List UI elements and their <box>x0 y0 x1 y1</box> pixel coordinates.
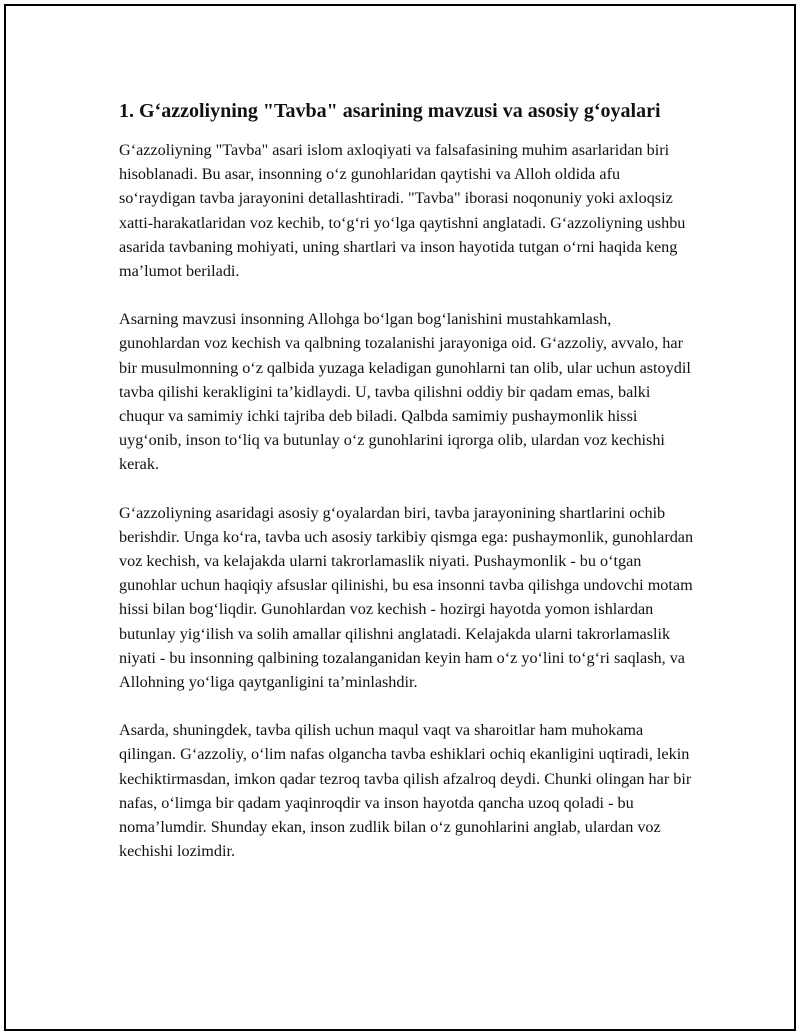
paragraph-3: G‘azzoliyning asaridagi asosiy g‘oyalardan biri, tavba jarayonining shartlarini ochib berishdir. Unga ko‘ra, tavba uch asosiy tarkibiy qismga ega: pushaymonlik, gunohlardan voz kechish, va kelajakda ularni takrorlamaslik niyati. Pushaymonlik - bu o‘tgan gunohlar uchun haqiqiy afsuslar qilinishi, bu esa insonni tavba qilishga undovchi motam hissi bilan bog‘liqdir. Gunohlardan voz kechish - hozirgi hayotda yomon ishlardan butunlay yig‘ilish va solih amallar qilishni anglatadi. Kelajakda ularni takrorlamaslik niyati - bu insonning qalbining tozalanganidan keyin ham o‘z yo‘lini to‘g‘ri saqlash, va Allohning yo‘liga qaytganligini ta’minlashdir. <box>119 503 694 692</box>
paragraph-1: G‘azzoliyning "Tavba" asari islom axloqiyati va falsafasining muhim asarlaridan biri hisoblanadi. Bu asar, insonning o‘z gunohlaridan qaytishi va Alloh oldida afu so‘raydigan tavba jarayonini detallashtiradi. "Tavba" iborasi noqonuniy yoki axloqsiz xatti-harakatlaridan voz kechib, to‘g‘ri yo‘lga qaytishni anglatadi. G‘azzoliyning ushbu asarida tavbaning mohiyati, uning shartlari va inson hayotida tutgan o‘rni haqida keng ma’lumot beriladi. <box>119 141 686 281</box>
document-body <box>119 98 694 887</box>
section-heading: 1. G‘azzoliyning "Tavba" asarining mavzusi va asosiy g‘oyalari <box>119 100 661 122</box>
page-frame <box>4 4 796 1031</box>
paragraph-2: Asarning mavzusi insonning Allohga bo‘lgan bog‘lanishini mustahkamlash, gunohlardan voz kechish va qalbning tozalanishi jarayoniga oid. G‘azzoliy, avvalo, har bir musulmonning o‘z qalbida yuzaga keladigan gunohlarni tan olib, ular uchun astoydil tavba qilishi kerakligini ta’kidlaydi. U, tavba qilishni oddiy bir qadam emas, balki chuqur va samimiy ichki tajriba deb biladi. Qalbda samimiy pushaymonlik hissi uyg‘onib, inson to‘liq va butunlay o‘z gunohlarini iqrorga olib, ulardan voz kechishi kerak. <box>119 310 691 474</box>
paragraph-4: Asarda, shuningdek, tavba qilish uchun maqul vaqt va sharoitlar ham muhokama qilingan. G‘azzoliy, o‘lim nafas olgancha tavba eshiklari ochiq ekanligini uqtiradi, lekin kechiktirmasdan, imkon qadar tezroq tavba qilish afzalroq deydi. Chunki olingan har bir nafas, o‘limga bir qadam yaqinroqdir va inson hayotda qancha uzoq qoladi - bu noma’lumdir. Shunday ekan, inson zudlik bilan o‘z gunohlarini anglab, ulardan voz kechishi lozimdir. <box>119 721 692 861</box>
